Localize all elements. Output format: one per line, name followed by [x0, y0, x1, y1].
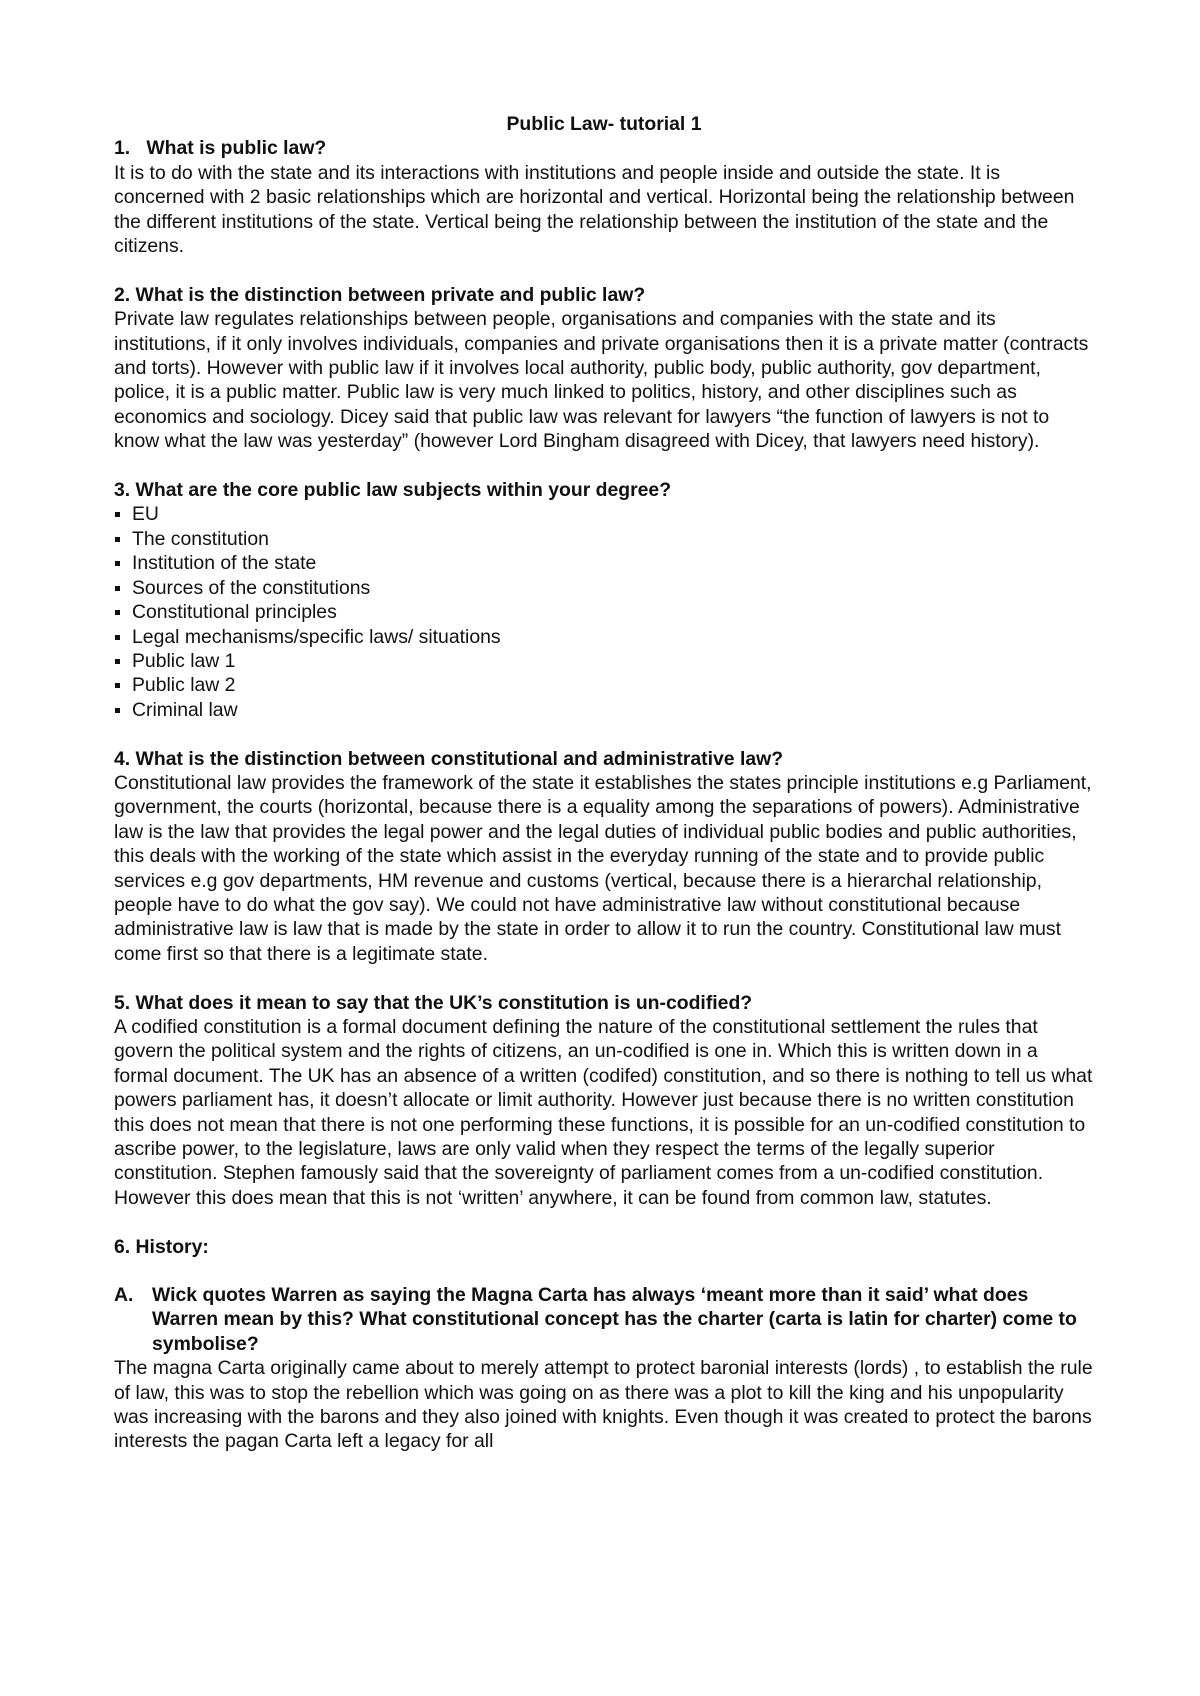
question-3-heading: 3. What are the core public law subjects within your degree?: [114, 479, 672, 502]
core-subjects-list: [114, 502, 1094, 722]
bullet-icon: [115, 512, 120, 517]
document-title: Public Law- tutorial 1: [506, 113, 702, 135]
list-item: EU: [114, 502, 1094, 526]
subquestion-a-heading: [114, 1283, 1094, 1356]
bullet-icon: [115, 708, 120, 713]
subquestion-a-label: A.: [114, 1284, 134, 1307]
list-item: Constitutional principles: [114, 600, 1094, 624]
list-item: Public law 2: [114, 673, 1094, 697]
list-item: Criminal law: [114, 698, 1094, 722]
list-item: Legal mechanisms/specific laws/ situations: [114, 625, 1094, 649]
subquestion-a-text: Wick quotes Warren as saying the Magna Carta has always ‘meant more than it said’ what does Warren mean by this? What constitutional concept has the charter (carta is latin for charter) come to symbolise?: [152, 1284, 1077, 1355]
answer-5-text: A codified constitution is a formal document defining the nature of the constitutional settlement the rules that govern the political system and the rights of citizens, an un-codified is one in. Which this is written down in a formal document. The UK has an absence of a written (codifed) constitution, and so there is nothing to tell us what powers parliament has, it doesn’t allocate or limit authority. However just because there is no written constitution this does not mean that there is not one performing these functions, it is possible for an un-codified constitution to ascribe power, to the legislature, laws are only valid when they respect the terms of the legally superior constitution. Stephen famously said that the sovereignty of parliament comes from a un-codified constitution. However this does mean that this is not ‘written’ anywhere, it can be found from common law, statutes.: [114, 1015, 1093, 1209]
question-4-heading: 4. What is the distinction between constitutional and administrative law?: [114, 747, 784, 770]
list-item: The constitution: [114, 527, 1094, 551]
bullet-icon: [115, 561, 120, 566]
bullet-icon: [115, 610, 120, 615]
question-2-heading: 2. What is the distinction between private and public law?: [114, 283, 646, 306]
answer-2-text: Private law regulates relationships between people, organisations and companies with the state and its institutions, if it only involves individuals, companies and private organisations then it is a private matter (contracts and torts). However with public law if it involves local authority, public body, public authority, gov department, police, it is a public matter. Public law is very much linked to politics, history, and other disciplines such as economics and sociology. Dicey said that public law was relevant for lawyers “the function of lawyers is not to know what the law was yesterday” (however Lord Bingham disagreed with Dicey, that lawyers need history).: [114, 308, 1089, 453]
document-page: [114, 112, 1094, 1454]
bullet-icon: [115, 635, 120, 640]
bullet-icon: [115, 683, 120, 688]
bullet-icon: [115, 659, 120, 664]
list-item: Institution of the state: [114, 551, 1094, 575]
bullet-icon: [115, 586, 120, 591]
question-1-heading: 1. What is public law?: [114, 137, 327, 160]
question-6-heading: 6. History:: [114, 1235, 209, 1258]
question-5-heading: 5. What does it mean to say that the UK’s constitution is un-codified?: [114, 991, 753, 1014]
subquestion-a-answer: The magna Carta originally came about to merely attempt to protect baronial interests (lords) , to establish the rule of law, this was to stop the rebellion which was going on as there was a plot to kill the king and his unpopularity was increasing with the barons and they also joined with knights. Even though it was created to protect the barons interests the pagan Carta left a legacy for all: [114, 1357, 1093, 1453]
list-item: Sources of the constitutions: [114, 576, 1094, 600]
list-item: Public law 1: [114, 649, 1094, 673]
answer-4-text: Constitutional law provides the framework of the state it establishes the states principle institutions e.g Parliament, government, the courts (horizontal, because there is a equality among the separations of powers). Administrative law is the law that provides the legal power and the legal duties of individual public bodies and public authorities, this deals with the working of the state which assist in the everyday running of the state and to provide public services e.g gov departments, HM revenue and customs (vertical, because there is a hierarchal relationship, people have to do what the gov say). We could not have administrative law without constitutional because administrative law is law that is made by the state in order to allow it to run the country. Constitutional law must come first so that there is a legitimate state.: [114, 771, 1092, 965]
answer-1-text: It is to do with the state and its interactions with institutions and people inside and outside the state. It is concerned with 2 basic relationships which are horizontal and vertical. Horizontal being the relationship between the different institutions of the state. Vertical being the relationship between the institution of the state and the citizens.: [114, 161, 1075, 258]
bullet-icon: [115, 537, 120, 542]
